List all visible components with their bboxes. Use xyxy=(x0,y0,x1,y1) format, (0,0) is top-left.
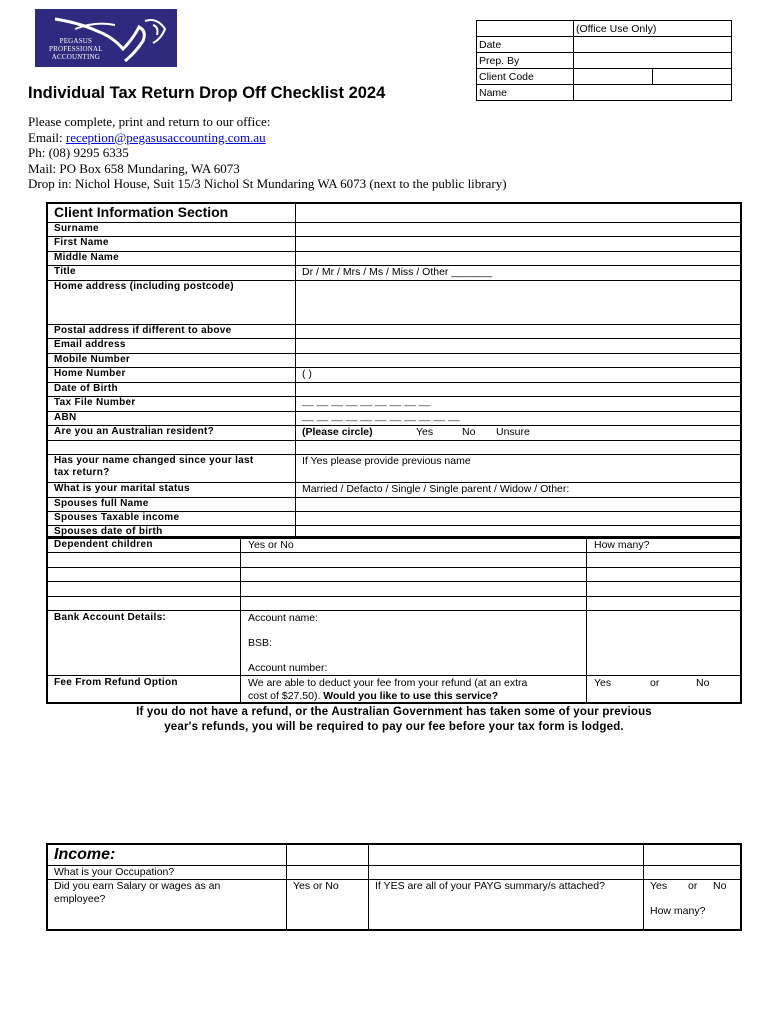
payg-or: or xyxy=(688,880,698,892)
client-information-section xyxy=(46,202,742,538)
intro-line: Please complete, print and return to our office: xyxy=(28,114,271,129)
dependents-label: Dependent children xyxy=(54,539,153,550)
office-client-code-field-2[interactable] xyxy=(653,69,732,85)
tfn-label: Tax File Number xyxy=(54,397,136,408)
middle-name-label: Middle Name xyxy=(54,252,119,263)
office-client-code-field[interactable] xyxy=(574,69,653,85)
bank-bsb[interactable]: BSB: xyxy=(248,637,272,649)
email-field[interactable] xyxy=(297,339,740,352)
spouse-name-field[interactable] xyxy=(297,498,740,511)
logo-text: PEGASUS PROFESSIONAL ACCOUNTING xyxy=(49,37,103,61)
office-prep-field[interactable] xyxy=(574,53,732,69)
home-address-label: Home address (including postcode) xyxy=(54,281,234,292)
office-use-table xyxy=(476,20,732,101)
page-title: Individual Tax Return Drop Off Checklist 2024 xyxy=(28,84,386,102)
mobile-label: Mobile Number xyxy=(54,354,131,365)
abn-label: ABN xyxy=(54,412,77,423)
marital-field[interactable]: Married / Defacto / Single / Single parent / Widow / Other: xyxy=(302,483,570,495)
mobile-field[interactable] xyxy=(297,354,740,367)
title-label: Title xyxy=(54,266,76,277)
email-label: Email address xyxy=(54,339,126,350)
bank-account-number[interactable]: Account number: xyxy=(248,662,328,674)
fee-no-option[interactable]: No xyxy=(696,677,710,689)
fee-description: We are able to deduct your fee from your refund (at an extra cost of $27.50). Would you like to use this service? xyxy=(248,677,528,702)
surname-label: Surname xyxy=(54,223,99,234)
home-number-field[interactable]: ( ) xyxy=(302,368,312,380)
title-field[interactable]: Dr / Mr / Mrs / Ms / Miss / Other _______ xyxy=(302,266,493,278)
name-changed-field[interactable]: If Yes please provide previous name xyxy=(302,455,471,467)
income-section xyxy=(46,843,742,931)
office-name-field[interactable] xyxy=(574,85,732,101)
office-date-label: Date xyxy=(477,37,574,53)
intro-dropin: Drop in: Nichol House, Suit 15/3 Nichol St Mundaring WA 6073 (next to the public library) xyxy=(28,176,507,191)
office-use-header: (Office Use Only) xyxy=(574,21,732,37)
surname-field[interactable] xyxy=(297,223,740,236)
resident-circle-hint: (Please circle) xyxy=(302,426,373,438)
resident-unsure-option[interactable]: Unsure xyxy=(496,426,530,438)
office-prep-label: Prep. By xyxy=(477,53,574,69)
spouse-income-field[interactable] xyxy=(297,512,740,525)
postal-address-field[interactable] xyxy=(297,325,740,338)
spouse-dob-field[interactable] xyxy=(297,526,740,537)
client-section-heading: Client Information Section xyxy=(54,204,229,220)
tfn-field[interactable]: __ __ __ __ __ __ __ __ __ xyxy=(302,395,431,407)
intro-email-line: Email: reception@pegasusaccounting.com.au xyxy=(28,129,266,145)
dependents-yes-no[interactable]: Yes or No xyxy=(248,539,294,551)
postal-address-label: Postal address if different to above xyxy=(54,325,232,336)
dependents-how-many[interactable]: How many? xyxy=(594,539,650,551)
payg-how-many[interactable]: How many? xyxy=(650,905,706,917)
name-changed-label: Has your name changed since your last tax return? xyxy=(54,455,254,478)
office-name-label: Name xyxy=(477,85,574,101)
spouse-income-label: Spouses Taxable income xyxy=(54,512,180,523)
office-date-field[interactable] xyxy=(574,37,732,53)
bank-label: Bank Account Details: xyxy=(54,612,167,623)
occupation-label: What is your Occupation? xyxy=(54,866,175,878)
dob-label: Date of Birth xyxy=(54,383,118,394)
first-name-label: First Name xyxy=(54,237,109,248)
fee-yes-option[interactable]: Yes xyxy=(594,677,612,689)
dependents-bank-section xyxy=(46,538,742,704)
resident-label: Are you an Australian resident? xyxy=(54,426,215,437)
refund-notice: If you do not have a refund, or the Australian Government has taken some of your previous year's refunds, you will be required to pay our fee before your tax form is lodged. xyxy=(136,706,652,733)
fee-label: Fee From Refund Option xyxy=(54,677,178,688)
company-logo xyxy=(35,9,177,67)
email-link[interactable]: reception@pegasusaccounting.com.au xyxy=(65,129,266,145)
bank-account-name[interactable]: Account name: xyxy=(248,612,319,624)
resident-yes-option[interactable]: Yes xyxy=(416,426,434,438)
marital-label: What is your marital status xyxy=(54,483,190,494)
spouse-name-label: Spouses full Name xyxy=(54,498,149,509)
payg-yes-option[interactable]: Yes xyxy=(650,880,668,892)
intro-text xyxy=(28,114,507,192)
salary-yes-no[interactable]: Yes or No xyxy=(293,880,339,892)
home-number-label: Home Number xyxy=(54,368,126,379)
payg-no-option[interactable]: No xyxy=(713,880,727,892)
payg-question: If YES are all of your PAYG summary/s attached? xyxy=(375,880,605,892)
home-address-field[interactable] xyxy=(297,281,740,323)
intro-phone: Ph: (08) 9295 6335 xyxy=(28,145,129,160)
middle-name-field[interactable] xyxy=(297,252,740,265)
fee-or: or xyxy=(650,677,660,689)
intro-mail: Mail: PO Box 658 Mundaring, WA 6073 xyxy=(28,160,240,176)
office-client-code-label: Client Code xyxy=(477,69,574,85)
first-name-field[interactable] xyxy=(297,237,740,250)
income-heading: Income: xyxy=(54,846,116,863)
salary-label: Did you earn Salary or wages as an employee? xyxy=(54,880,221,905)
spouse-dob-label: Spouses date of birth xyxy=(54,526,163,537)
resident-no-option[interactable]: No xyxy=(462,426,476,438)
abn-field[interactable]: __ __ __ __ __ __ __ __ __ __ __ xyxy=(302,410,460,422)
